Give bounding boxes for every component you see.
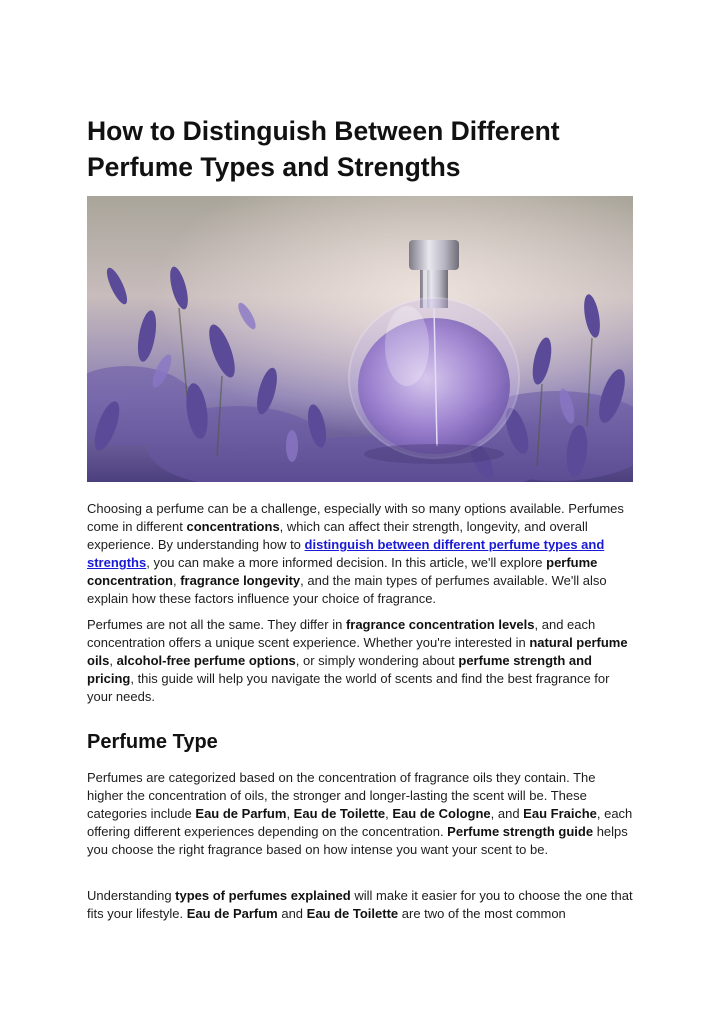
concentration-paragraph: [87, 616, 633, 706]
para2-text-1: Perfumes are not all the same. They differ in: [87, 617, 346, 632]
keyword-strength-guide: Perfume strength guide: [447, 824, 594, 839]
keyword-concentrations: concentrations: [186, 519, 280, 534]
keyword-eau-de-parfum-2: Eau de Parfum: [186, 906, 278, 921]
perfume-lavender-illustration: [87, 196, 633, 482]
para3-text-6: helps you choose the right fragrance based on how intense you want your scent to be.: [87, 824, 628, 857]
keyword-eau-de-toilette: Eau de Toilette: [293, 806, 386, 821]
para2-text-5: , this guide will help you navigate the world of scents and find the best fragrance for your needs.: [87, 671, 610, 704]
intro-text-2: , which can affect their strength, longevity, and overall experience. By understanding how to: [87, 519, 588, 552]
intro-text-5: , and the main types of perfumes available. We'll also explain how these factors influence your choice of fragrance.: [87, 573, 607, 606]
keyword-eau-de-parfum: Eau de Parfum: [195, 806, 287, 821]
keyword-eau-de-toilette-2: Eau de Toilette: [306, 906, 399, 921]
para3-text-2: ,: [286, 806, 294, 821]
para3-text-5: , each offering different experiences depending on the concentration.: [87, 806, 633, 839]
intro-text-3: , you can make a more informed decision. In this article, we'll explore: [146, 555, 547, 570]
para2-text-3: ,: [109, 653, 117, 668]
keyword-perfume-concentration: perfume concentration: [87, 555, 598, 588]
para2-text-4: , or simply wondering about: [295, 653, 459, 668]
keyword-fragrance-longevity: fragrance longevity: [180, 573, 301, 588]
section-heading-perfume-type: Perfume Type: [87, 731, 218, 753]
keyword-strength-pricing: perfume strength and pricing: [87, 653, 592, 686]
para3-text-3: ,: [385, 806, 393, 821]
para4-text-3: and: [277, 906, 307, 921]
para2-text-2: , and each concentration offers a unique scent experience. Whether you're interested in: [87, 617, 596, 650]
para3-text-1: Perfumes are categorized based on the concentration of fragrance oils they contain. The higher the concentration of oils, the stronger and longer-lasting the scent will be. These categories include: [87, 770, 596, 821]
para4-text-4: are two of the most common: [398, 906, 566, 921]
para4-text-1: Understanding: [87, 888, 176, 903]
keyword-eau-de-cologne: Eau de Cologne: [392, 806, 491, 821]
hero-image: [87, 196, 633, 482]
para4-text-2: will make it easier for you to choose the one that fits your lifestyle.: [87, 888, 633, 921]
para3-text-4: , and: [490, 806, 524, 821]
keyword-types-explained: types of perfumes explained: [175, 888, 351, 903]
intro-paragraph: [87, 500, 633, 608]
keyword-eau-fraiche: Eau Fraiche: [523, 806, 597, 821]
distinguish-perfume-types-link[interactable]: distinguish between different perfume types and strengths: [87, 537, 605, 570]
page-title: How to Distinguish Between Different Perfume Types and Strengths: [87, 116, 560, 182]
intro-text-4: ,: [172, 573, 181, 588]
keyword-fragrance-concentration-levels: fragrance concentration levels: [345, 617, 535, 632]
types-explained-paragraph: [87, 887, 633, 923]
keyword-alcohol-free: alcohol-free perfume options: [116, 653, 296, 668]
intro-text-1: Choosing a perfume can be a challenge, especially with so many options available. Perfumes come in different: [87, 501, 624, 534]
keyword-natural-perfume-oils: natural perfume oils: [87, 635, 628, 668]
perfume-type-paragraph: [87, 769, 633, 859]
